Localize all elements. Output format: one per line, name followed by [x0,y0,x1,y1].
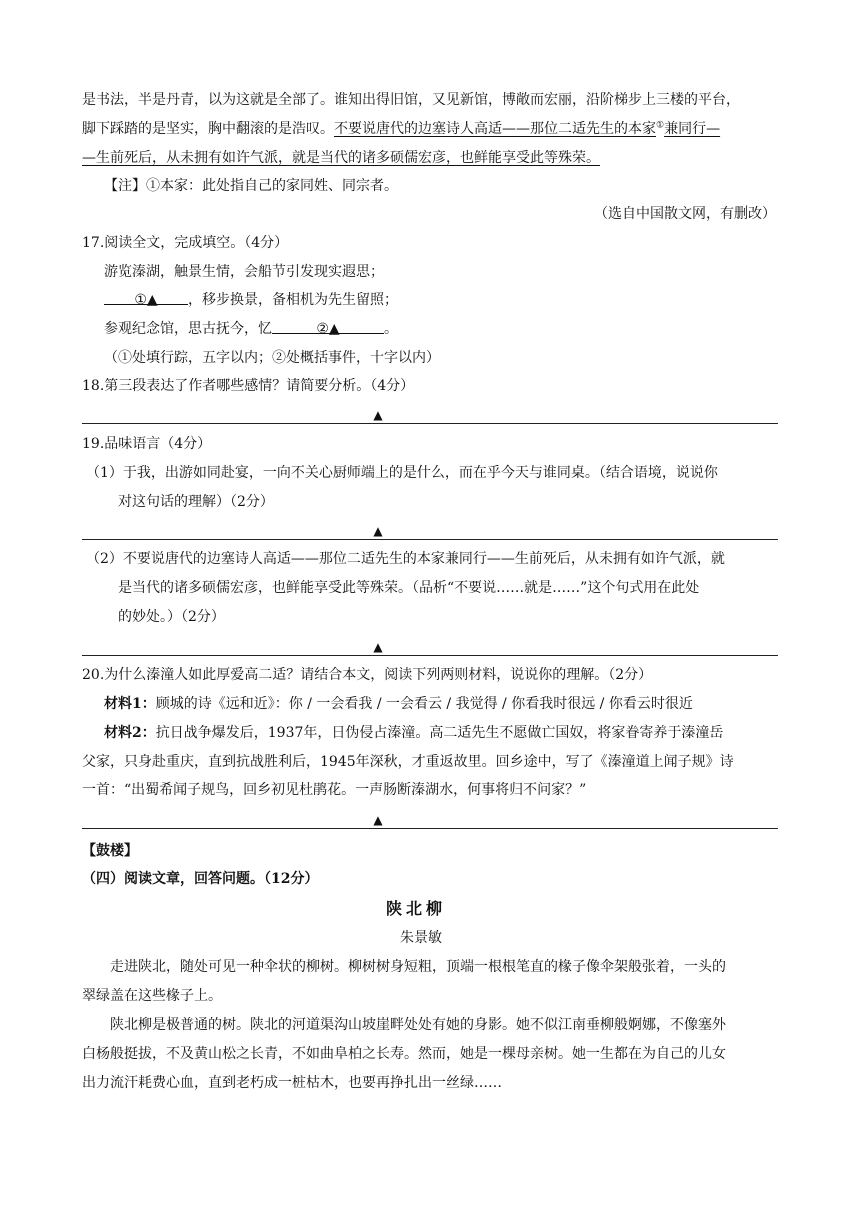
passage-line: 是书法，半是丹青，以为这就是全部了。谁知出得旧馆，又见新馆，博敞而宏丽，沿阶梯步上三楼的平台， [82,92,740,108]
answer-line-q19-2[interactable] [82,655,778,656]
article-title: 陕北柳 [386,899,447,918]
underlined-sentence: —生前死后，从未拥有如许气派，就是当代的诸多硕儒宏彦，也鲜能享受此等殊荣。 [82,150,600,166]
q19-sub2: 是当代的诸多硕儒宏彦，也鲜能享受此等殊荣。（品析“不要说……就是……”这个句式用在此处 [118,580,700,596]
article-paragraph: 出力流汗耗费心血，直到老朽成一桩枯木，也要再挣扎出一丝绿…… [82,1075,502,1091]
answer-mark-icon: ▲ [373,408,383,422]
q17-text: 。 [384,321,398,337]
q17-line: 游览溱湖，触景生情，会船节引发现实遐思； [104,264,384,280]
article-paragraph: 翠绿盖在这些椽子上。 [82,988,222,1004]
region-tag: 【鼓楼】 [82,843,138,859]
question-19-stem: 19.品味语言（4分） [82,436,212,452]
question-20-stem: 20.为什么溱潼人如此厚爱高二适？请结合本文，阅读下列两则材料，说说你的理解。（2分） [82,667,653,683]
underlined-sentence: 不要说唐代的边塞诗人高适——那位二适先生的本家 [334,121,656,137]
material-text: 父家，只身赴重庆，直到抗战胜利后，1945年深秋，才重返故里。回乡途中，写了《溱潼道上闻子规》诗 [82,754,734,770]
q17-blank-1[interactable]: ①▲ [104,290,188,305]
q17-text: 参观纪念馆，思古抚今，忆 [104,321,272,337]
footnote-mark: ① [656,120,665,131]
answer-line-q20[interactable] [82,828,778,829]
article-paragraph: 走进陕北，随处可见一种伞状的柳树。柳树树身短粗，顶端一根根笔直的椽子像伞架般张着，一头的 [110,959,726,975]
source-note: （选自中国散文网，有删改） [594,206,776,222]
section-heading: （四）阅读文章，回答问题。（12分） [82,871,319,887]
answer-mark-icon: ▲ [373,640,383,654]
article-author: 朱景敏 [400,930,442,946]
passage-text: 脚下踩踏的是坚实，胸中翻滚的是浩叹。 [82,121,334,137]
material-text: 一首：“出蜀希闻子规鸟，回乡初见杜鹃花。一声肠断溱湖水，何事将归不问家？” [82,782,587,798]
material-label: 材料1： [104,696,156,712]
q19-sub1: （1）于我，出游如同赴宴，一向不关心厨师端上的是什么，而在乎今天与谁同桌。（结合语境，说说你 [86,465,718,481]
q19-sub2: 的妙处。）（2分） [118,609,225,625]
q17-hint: （①处填行踪，五字以内；②处概括事件，十字以内） [104,350,440,366]
q20-material-1 [104,694,693,714]
material-text: 顾城的诗《远和近》：你 / 一会看我 / 一会看云 / 我觉得 / 你看我时很远 / 你看云时很近 [155,696,693,712]
passage-line [82,119,720,139]
article-paragraph: 白杨般挺拔，不及黄山松之长青，不如曲阜柏之长寿。然而，她是一棵母亲树。她一生都在为自己的儿女 [82,1046,726,1062]
question-18-stem: 18.第三段表达了作者哪些感情？请简要分析。（4分） [82,378,415,394]
q19-sub2: （2）不要说唐代的边塞诗人高适——那位二适先生的本家兼同行——生前死后，从未拥有如许气派，就 [86,551,725,567]
q17-blank-2[interactable]: ②▲ [272,319,384,334]
q20-material-2 [104,723,723,743]
article-paragraph: 陕北柳是极普通的树。陕北的河道渠沟山坡崖畔处处有她的身影。她不似江南垂柳般婀娜，不像塞外 [110,1017,726,1033]
material-text: 抗日战争爆发后，1937年，日伪侵占溱潼。高二适先生不愿做亡国奴，将家眷寄养于溱潼岳 [155,725,724,741]
answer-line-q19-1[interactable] [82,539,778,540]
material-label: 材料2： [104,725,156,741]
q17-line [104,290,398,310]
footnote: 【注】①本家：此处指自己的家同姓、同宗者。 [104,178,398,194]
question-17-stem: 17.阅读全文，完成填空。（4分） [82,235,289,251]
answer-mark-icon: ▲ [373,524,383,538]
q19-sub1: 对这句话的理解）（2分） [118,494,274,510]
q17-line [104,319,398,339]
answer-line-q18[interactable] [82,423,778,424]
q17-text: ，移步换景，备相机为先生留照； [188,292,398,308]
underlined-sentence: 兼同行— [664,121,721,137]
answer-mark-icon: ▲ [373,813,383,827]
